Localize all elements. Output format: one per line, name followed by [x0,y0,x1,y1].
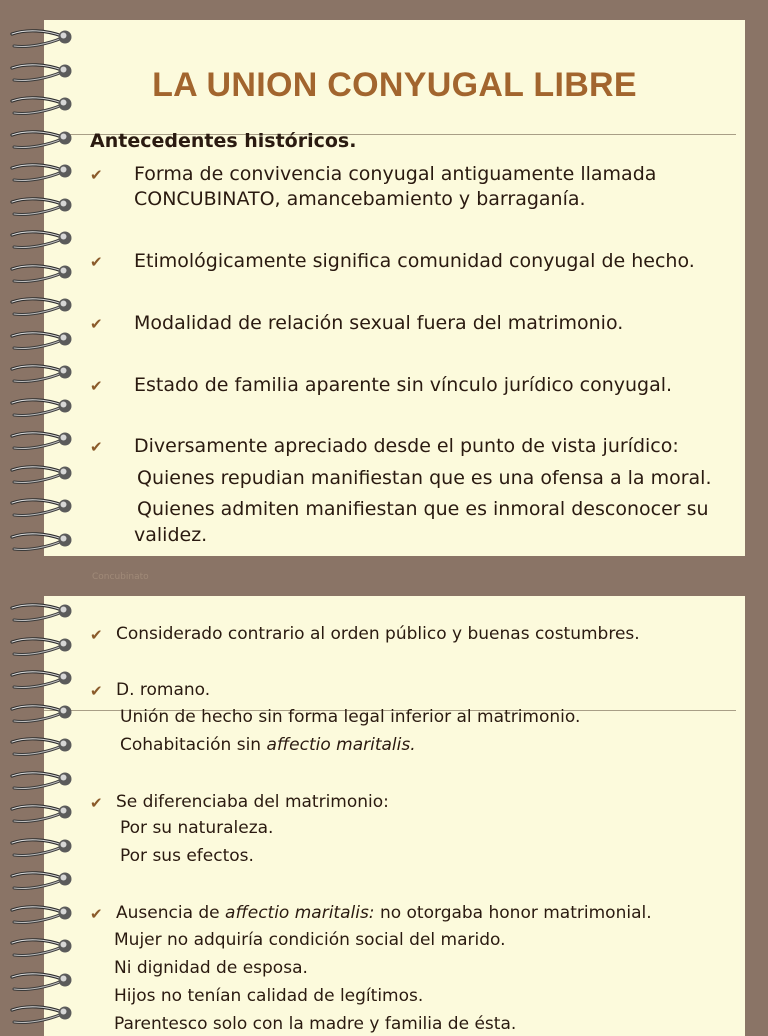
sub-item: Quienes repudian manifiestan que es una ofensa a la moral. [137,467,712,489]
slide-2 [44,596,745,1036]
spiral-ring-icon [0,935,84,959]
bullet-item: Estado de familia aparente sin vínculo jurídico conyugal. [134,374,673,396]
slide-title: LA UNION CONYUGAL LIBRE [152,66,637,104]
sub-item: Por sus efectos. [120,846,254,866]
spiral-ring-icon [0,160,84,184]
bullet-item: Modalidad de relación sexual fuera del matrimonio. [134,312,624,334]
spiral-binding-2 [0,596,84,1036]
spiral-ring-icon [0,667,84,691]
spiral-ring-icon [0,26,84,50]
bullet-item: Se diferenciaba del matrimonio: [116,792,389,812]
spiral-ring-icon [0,60,84,84]
sub-item: Ni dignidad de esposa. [114,958,308,978]
check-icon: ✔ [90,794,103,812]
bullet-item: Diversamente apreciado desde el punto de vista jurídico: [134,435,679,457]
spiral-ring-icon [0,328,84,352]
bullet-item: Forma de convivencia conyugal antiguamente llamada [134,163,657,185]
slide-footnote: Concubinato [92,572,149,582]
spiral-ring-icon [0,361,84,385]
spiral-ring-icon [0,734,84,758]
spiral-binding-1 [0,20,84,556]
spiral-ring-icon [0,194,84,218]
check-icon: ✔ [90,377,103,395]
check-icon: ✔ [90,626,103,644]
sub-item: Parentesco solo con la madre y familia de ésta. [114,1014,517,1034]
check-icon: ✔ [90,315,103,333]
check-icon: ✔ [90,166,103,184]
latin-term: affectio maritalis. [266,735,416,755]
latin-term: affectio maritalis: [225,903,375,923]
spiral-ring-icon [0,868,84,892]
spiral-ring-icon [0,495,84,519]
spiral-ring-icon [0,127,84,151]
spiral-ring-icon [0,395,84,419]
sub-item: Mujer no adquiría condición social del marido. [114,930,506,950]
bullet-item: Etimológicamente significa comunidad conyugal de hecho. [134,250,695,272]
sub-text: Cohabitación sin [120,735,267,755]
spiral-ring-icon [0,969,84,993]
sub-item: Hijos no tenían calidad de legítimos. [114,986,424,1006]
check-icon: ✔ [90,438,103,456]
check-icon: ✔ [90,253,103,271]
spiral-ring-icon [0,634,84,658]
bullet-item-cont: CONCUBINATO, amancebamiento y barraganía. [134,188,586,210]
spiral-ring-icon [0,801,84,825]
bullet-text: Ausencia de [116,903,226,923]
bullet-item: Considerado contrario al orden público y buenas costumbres. [116,624,640,644]
sub-item-cont: validez. [134,524,208,546]
spiral-ring-icon [0,768,84,792]
spiral-ring-icon [0,529,84,553]
spiral-ring-icon [0,227,84,251]
spiral-ring-icon [0,294,84,318]
sub-item [120,735,416,755]
spiral-ring-icon [0,600,84,624]
bullet-item [116,901,652,926]
spiral-ring-icon [0,93,84,117]
sub-item: Por su naturaleza. [120,818,274,838]
check-icon: ✔ [90,905,103,923]
check-icon: ✔ [90,682,103,700]
sub-item: Unión de hecho sin forma legal inferior al matrimonio. [120,707,581,727]
section-heading: Antecedentes históricos. [90,130,357,152]
spiral-ring-icon [0,1002,84,1026]
spiral-ring-icon [0,701,84,725]
spiral-ring-icon [0,835,84,859]
spiral-ring-icon [0,428,84,452]
bullet-item: D. romano. [116,680,211,700]
spiral-ring-icon [0,462,84,486]
spiral-ring-icon [0,261,84,285]
bullet-text: no otorgaba honor matrimonial. [374,903,652,923]
sub-item: Quienes admiten manifiestan que es inmoral desconocer su [137,498,709,520]
spiral-ring-icon [0,902,84,926]
slide-1 [44,20,745,556]
